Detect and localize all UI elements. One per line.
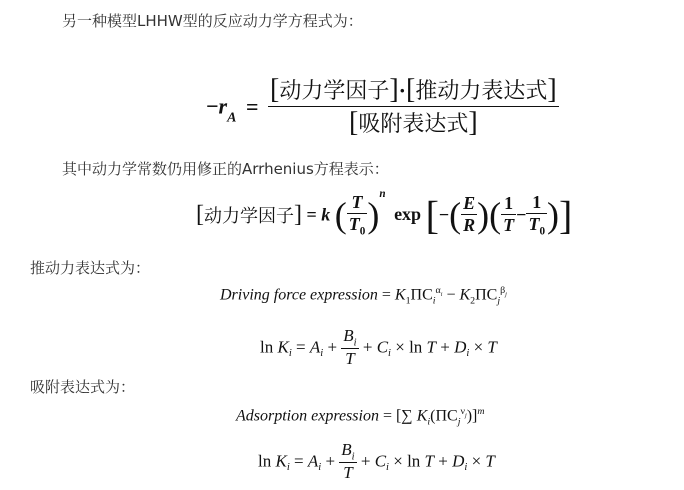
arrhenius-intro-text: 其中动力学常数仍用修正的Arrhenius方程表示： [62, 160, 389, 178]
kinetic-factor-label: 动力学因子 [204, 205, 294, 227]
lhhw-rate-equation: $-r_A$ = $\frac{\text{[动力学因子]·[推动力表达式]}}{\text{[吸附表达式]}}$ [206, 74, 557, 138]
lhhw-fraction: $\frac{\text{[动力学因子]·[推动力表达式]}}{\text{[吸附表达式]}}$ [270, 74, 557, 138]
driving-force-heading: 推动力表达式为： [30, 259, 151, 277]
ln-k-equation-2: $\ln K_i = A_i$ + $\frac{B_i}{T}$ + $C_i \times \ln T + D_i \times T$ [258, 440, 495, 483]
kinetic-factor-text: 动力学因子 [279, 79, 390, 104]
ln-k-equation-1: $\ln K_i = A_i$ + $\frac{B_i}{T}$ + $C_i \times \ln T + D_i \times T$ [260, 326, 497, 369]
intro-text: 另一种模型LHHW型的反应动力学方程式为： [62, 12, 363, 30]
adsorption-equation: Adsorption expression = [∑ $K_i(\Pi C_j^{\nu_j})]^m$ [236, 406, 485, 428]
adsorption-text: 吸附表达式 [358, 112, 469, 137]
arrhenius-equation: [动力学因子] = k ( $\frac{T}{T_0}$ )$^n$ exp [−( $\frac{E}{R}$ )( $\frac{1}{T}$ − $\frac{1}{T_0}$ )] [196, 188, 573, 238]
rate-symbol: r [218, 93, 228, 119]
adsorption-heading: 吸附表达式为： [30, 378, 136, 396]
driving-force-equation: Driving force expression = $K_1\Pi C_i^{\alpha_i} - K_2\Pi C_j^{\beta_j}$ [220, 285, 507, 307]
driving-force-text: 推动力表达式 [415, 79, 548, 104]
